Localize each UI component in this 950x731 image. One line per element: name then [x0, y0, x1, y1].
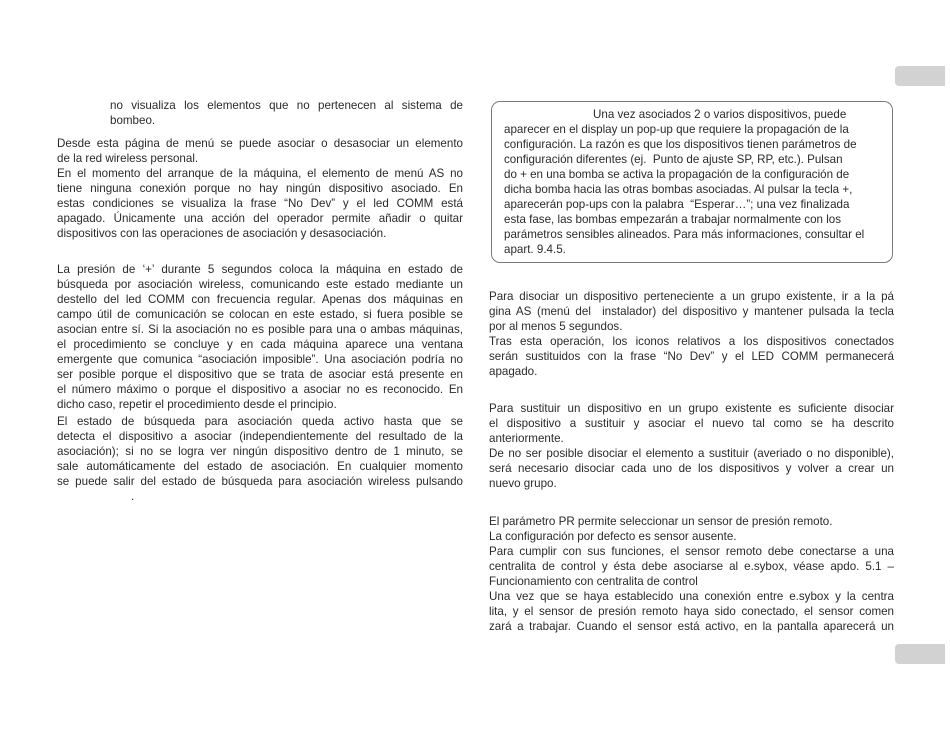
text-line: Para sustituir un dispositivo en un grupo existente es suficiente disociar: [489, 402, 894, 415]
paragraph-association-procedure: [57, 262, 463, 412]
text-line: no visualiza los elementos que no pertenecen al sistema de: [110, 99, 463, 112]
text-line: esta fase, las bombas empezarán a trabajar normalmente con los: [504, 213, 842, 226]
paragraph-remote-sensor: [489, 514, 894, 634]
text-line: campo útil de comunicación se colocan en este estado, si fuera posible se: [57, 308, 463, 321]
text-line: emergente que comunica “asociación imposible”. Una asociación podría no: [57, 353, 463, 366]
text-line: destello del led COMM con frecuencia regular. Apenas dos máquinas en: [57, 293, 463, 306]
text-line: En el momento del arranque de la máquina, el elemento de menú AS no: [57, 167, 463, 180]
section-tab-bottom: [895, 644, 945, 664]
text-line: zará a trabajar. Cuando el sensor está activo, en la pantalla aparecerá un: [489, 620, 894, 633]
indent-paragraph: [110, 98, 463, 128]
text-line: será necesario disociar cada uno de los dispositivos y volver a crear un: [489, 462, 894, 475]
text-line: parámetros sensibles alineados. Para más informaciones, consultar el: [504, 228, 865, 241]
section-tab-top: [895, 66, 945, 86]
text-line: nuevo grupo.: [489, 477, 557, 490]
text-line: Funcionamiento con centralita de control: [489, 575, 698, 588]
text-line: apagado.: [489, 365, 538, 378]
text-line: El estado de búsqueda para asociación queda activo hasta que se: [57, 415, 463, 428]
text-line: dicha bomba hacia las otras bombas asociadas. Al pulsar la tecla +,: [504, 183, 853, 196]
note-text: [504, 122, 894, 257]
text-line: de la red wireless personal.: [57, 152, 199, 165]
text-line: el procedimiento se concluye y en cada máquina aparece una ventana: [57, 338, 463, 351]
text-line: el dispositivo a sustituir y asociar el nuevo tal como se ha descrito: [489, 417, 894, 430]
paragraph-association-intro: [57, 136, 463, 241]
text-line: configuración. La razón es que los dispositivos tienen parámetros de: [504, 138, 857, 151]
text-line: se puede salir del estado de búsqueda para asociación wireless pulsando: [57, 475, 463, 488]
text-line: Tras esta operación, los iconos relativos a los dispositivos conectados: [489, 335, 894, 348]
text-line: gina AS (menú del instalador) del dispositivo y mantener pulsada la tecla: [489, 305, 894, 318]
text-line: do + en una bomba se activa la propagación de la configuración de: [504, 168, 850, 181]
text-line: asocian entre sí. Si la asociación no es posible para una o ambas máquinas,: [57, 323, 463, 336]
text-line: búsqueda por asociación wireless, comunicando este estado mediante un: [57, 278, 463, 291]
text-line: configuración diferentes (ej. Punto de ajuste SP, RP, etc.). Pulsan: [504, 153, 843, 166]
text-line: detecta el dispositivo a asociar (independientemente del resultado de la: [57, 430, 463, 443]
text-line: Para disociar un dispositivo perteneciente a un grupo existente, ir a la pá: [489, 290, 894, 303]
text-line: ser posible porque el dispositivo que se trata de asociar está presente en: [57, 368, 463, 381]
text-line: dicho caso, repetir el procedimiento desde el principio.: [57, 398, 337, 411]
text-line: Una vez que se haya establecido una conexión entre e.sybox y la centra: [489, 590, 894, 603]
text-line: dispositivos con las operaciones de asociación y desasociación.: [57, 227, 387, 240]
text-line: el número máximo o porque el dispositivo a asociar no es reconocido. En: [57, 383, 463, 396]
text-line: De no ser posible disociar el elemento a sustituir (averiado o no disponible),: [489, 447, 894, 460]
text-line: estas condiciones se visualiza la frase “No Dev” y el led COMM está: [57, 197, 463, 210]
text-line: La presión de ‘+’ durante 5 segundos coloca la máquina en estado de: [57, 263, 463, 276]
text-line: centralita de control y ésta debe asociarse al e.sybox, véase apdo. 5.1 –: [489, 560, 894, 573]
text-line: aparecerán pop-ups con la palabra “Esperar…”; una vez finalizada: [504, 198, 850, 211]
text-line: bombeo.: [110, 114, 156, 127]
text-line: Desde esta página de menú se puede asociar o desasociar un elemento: [57, 137, 463, 150]
text-line: serán sustituidos con la frase “No Dev” y el LED COMM permanecerá: [489, 350, 894, 363]
paragraph-dissociation: [489, 289, 894, 379]
trailing-dot: .: [131, 490, 135, 503]
text-line: Para cumplir con sus funciones, el sensor remoto debe conectarse a una: [489, 545, 894, 558]
text-line: anteriormente.: [489, 432, 564, 445]
text-line: El parámetro PR permite seleccionar un sensor de presión remoto.: [489, 515, 833, 528]
note-line: Una vez asociados 2 o varios dispositivos, puede: [593, 108, 847, 121]
text-line: por al menos 5 segundos.: [489, 320, 623, 333]
text-line: aparecer en el display un pop-up que requiere la propagación de la: [504, 123, 849, 136]
text-line: tiene ninguna conexión porque no hay ningún dispositivo asociado. En: [57, 182, 463, 195]
paragraph-replacement: [489, 401, 894, 491]
paragraph-search-state: [57, 414, 463, 489]
text-line: lita, y el sensor de presión remoto haya sido conectado, el sensor comen: [489, 605, 894, 618]
text-line: apart. 9.4.5.: [504, 243, 566, 256]
text-line: apagado. Únicamente una acción del operador permite añadir o quitar: [57, 212, 463, 225]
note-box: [491, 101, 893, 263]
text-line: sale automáticamente del estado de asociación. En cualquier momento: [57, 460, 463, 473]
text-line: asociación); si no se logra ver ningún dispositivo dentro de 1 minuto, se: [57, 445, 463, 458]
text-line: La configuración por defecto es sensor ausente.: [489, 530, 737, 543]
